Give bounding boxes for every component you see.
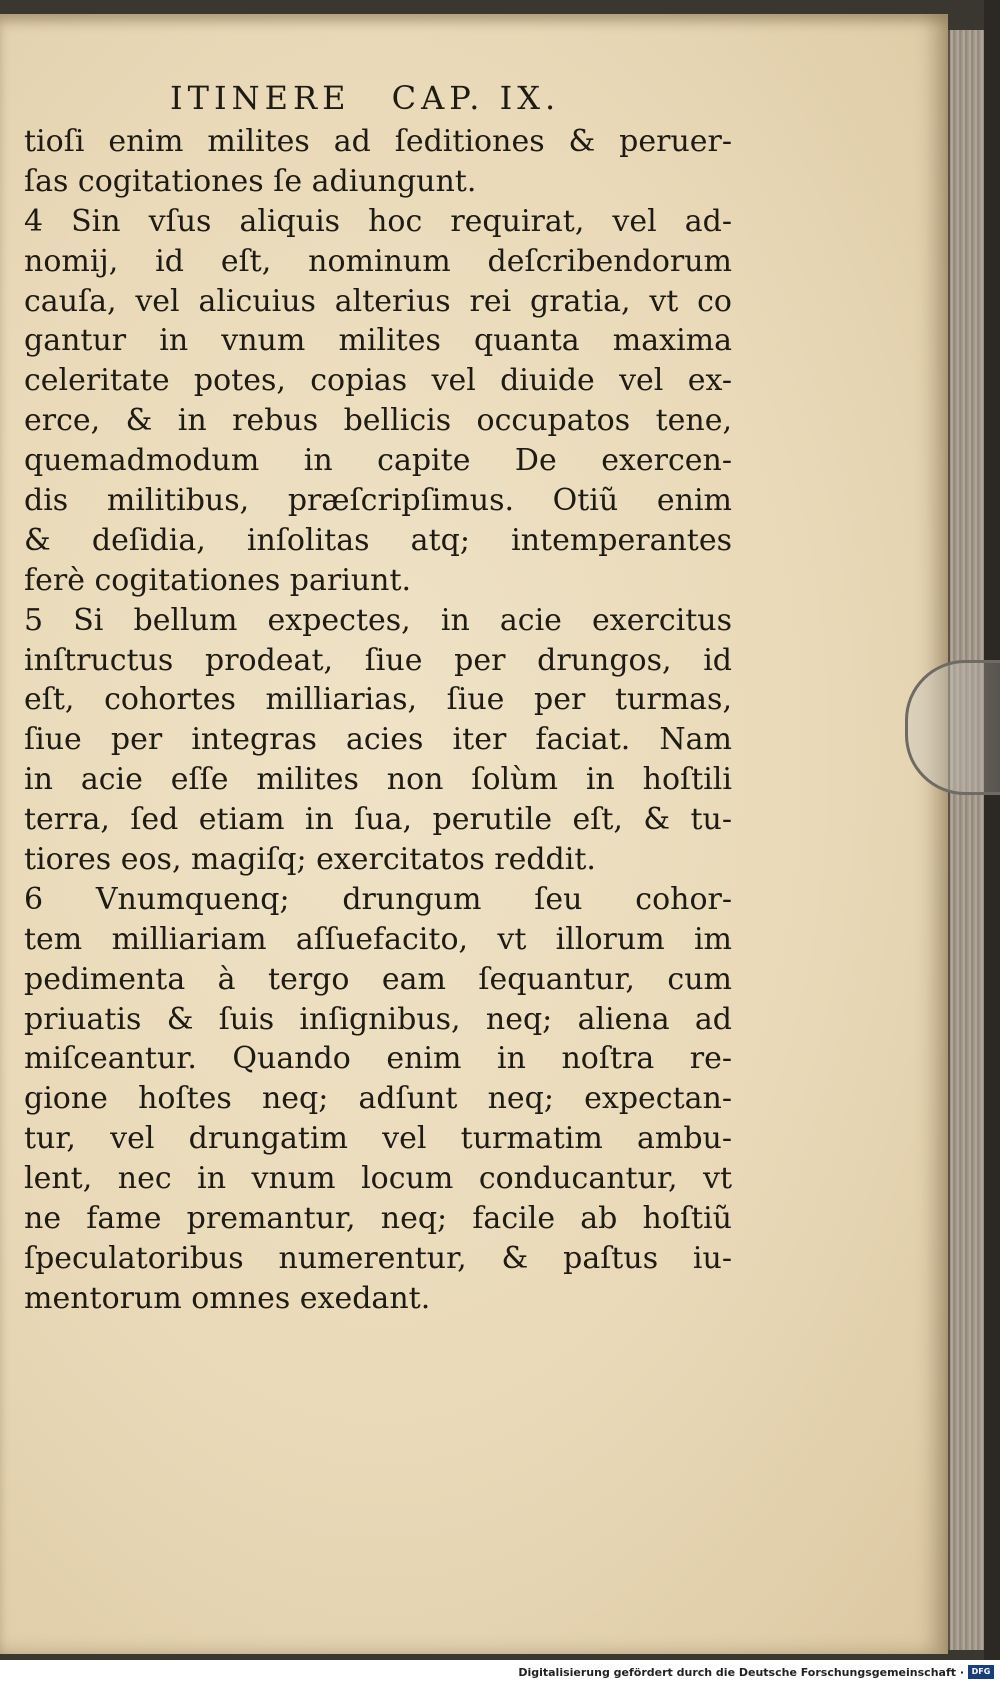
page-edges bbox=[948, 30, 986, 1650]
spine-shadow bbox=[984, 0, 1000, 1660]
text-line: tem milliariam aſſuefacito, vt illorum im bbox=[24, 921, 732, 957]
text-line: inſtructus prodeat, ſiue per drungos, id bbox=[24, 642, 732, 678]
running-head-chapter: CAP. IX. bbox=[391, 79, 561, 117]
text-line: lent, nec in vnum locum conducantur, vt bbox=[24, 1161, 732, 1197]
text-line: mentorum omnes exedant. bbox=[24, 1280, 431, 1316]
footer-credit: Digitalisierung gefördert durch die Deutsche Forschungsgemeinschaft · bbox=[518, 1666, 964, 1679]
text-line: gantur in vnum milites quanta maxima bbox=[24, 323, 732, 359]
text-line: 4 Sin vſus aliquis hoc requirat, vel ad- bbox=[24, 203, 732, 239]
text-line: in acie eſſe milites non ſolùm in hoſtili bbox=[24, 762, 732, 798]
text-line: 5 Si bellum expectes, in acie exercitus bbox=[24, 602, 732, 638]
text-line: dis militibus, præſcripſimus. Otiũ enim bbox=[24, 483, 732, 519]
text-line: priuatis & ſuis inſignibus, neq; aliena ad bbox=[24, 1001, 732, 1037]
body-text bbox=[24, 122, 732, 1319]
text-line: tiores eos, magiſq; exercitatos reddit. bbox=[24, 842, 596, 878]
text-line: cauſa, vel alicuius alterius rei gratia, vt co bbox=[24, 283, 732, 319]
text-line: tur, vel drungatim vel turmatim ambu- bbox=[24, 1121, 732, 1157]
text-line: erce, & in rebus bellicis occupatos tene, bbox=[24, 403, 732, 439]
text-line: ſiue per integras acies iter faciat. Nam bbox=[24, 722, 732, 758]
text-line: pedimenta à tergo eam ſequantur, cum bbox=[24, 961, 732, 997]
running-head bbox=[24, 74, 732, 122]
text-line: terra, ſed etiam in ſua, perutile eſt, & tu- bbox=[24, 802, 732, 838]
text-line: ne fame premantur, neq; facile ab hoſtiũ bbox=[24, 1201, 732, 1237]
text-line: nomij, id eſt, nominum deſcribendorum bbox=[24, 243, 732, 279]
text-line: quemadmodum in capite De exercen- bbox=[24, 443, 732, 479]
text-line: ſpeculatoribus numerentur, & paſtus iu- bbox=[24, 1240, 732, 1276]
text-line: ferè cogitationes pariunt. bbox=[24, 562, 412, 598]
text-line: celeritate potes, copias vel diuide vel ex- bbox=[24, 363, 732, 399]
footer-bar bbox=[0, 1660, 1000, 1688]
text-line: 6 Vnumquenq; drungum ſeu cohor- bbox=[24, 881, 732, 917]
text-line: ſas cogitationes ſe adiungunt. bbox=[24, 163, 477, 199]
text-line: tioſi enim milites ad ſeditiones & peruer- bbox=[24, 124, 732, 159]
page-clip bbox=[905, 660, 1000, 795]
running-head-title: ITINERE bbox=[170, 79, 351, 117]
text-line: gione hoſtes neq; adſunt neq; expectan- bbox=[24, 1081, 732, 1117]
text-line: miſceantur. Quando enim in noſtra re- bbox=[24, 1041, 732, 1077]
text-line: & deſidia, inſolitas atq; intemperantes bbox=[24, 522, 732, 558]
dfg-logo: DFG bbox=[968, 1665, 994, 1679]
text-block bbox=[24, 74, 732, 1319]
text-line: eſt, cohortes milliarias, ſiue per turmas, bbox=[24, 682, 732, 718]
